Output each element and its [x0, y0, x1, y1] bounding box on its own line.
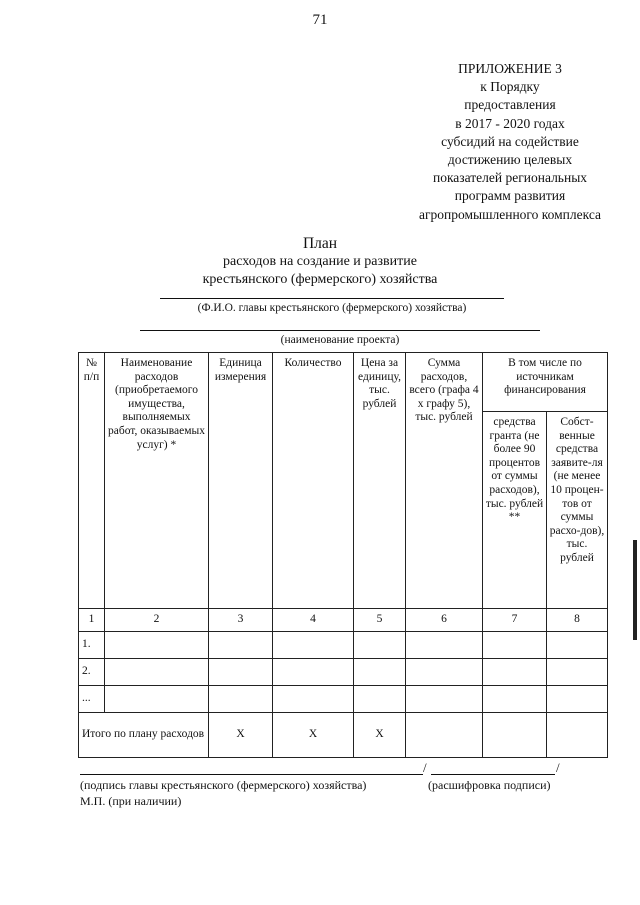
- table-cell: [273, 659, 354, 686]
- table-cell: [406, 686, 483, 713]
- table-cell: [483, 659, 547, 686]
- fio-underline: [160, 298, 504, 299]
- total-label: Итого по плану расходов: [79, 713, 209, 758]
- column-number: 3: [209, 609, 273, 632]
- decode-slash: /: [556, 760, 560, 775]
- table-cell: [209, 632, 273, 659]
- column-number: 7: [483, 609, 547, 632]
- row-number: 1.: [79, 632, 105, 659]
- table-cell: [209, 686, 273, 713]
- column-number: 6: [406, 609, 483, 632]
- appendix-line: предоставления: [464, 97, 556, 113]
- signature-slash: /: [423, 760, 427, 775]
- project-hint: (наименование проекта): [280, 334, 400, 346]
- appendix-line: программ развития: [454, 188, 566, 204]
- appendix-line: субсидий на содействие: [441, 133, 579, 149]
- appendix-line: в 2017 - 2020 годах: [455, 115, 565, 131]
- table-cell: [406, 659, 483, 686]
- appendix-line: к Порядку: [480, 79, 540, 95]
- table-header-row: [79, 353, 608, 412]
- decode-line: [431, 774, 555, 775]
- header-name: Наименование расходов (приобретаемого имущества, выполняемых работ, оказываемых услуг) *: [105, 353, 209, 609]
- appendix-header: [380, 60, 640, 224]
- row-number: 2.: [79, 659, 105, 686]
- table-cell: [547, 659, 608, 686]
- appendix-line: показателей региональных: [432, 170, 588, 186]
- project-underline: [140, 330, 540, 331]
- row-number: ...: [79, 686, 105, 713]
- table-cell: [105, 659, 209, 686]
- header-qty: Количество: [273, 353, 354, 609]
- title-line-2: расходов на создание и развитие: [223, 254, 417, 269]
- total-row: [79, 713, 608, 758]
- table-cell: [354, 659, 406, 686]
- column-number: 8: [547, 609, 608, 632]
- title-line-3: крестьянского (фермерского) хозяйства: [202, 272, 438, 287]
- header-own: Собст-венные средства заявите-ля (не менее 10 процен-тов от суммы расхо-дов), тыс. рублей: [547, 412, 608, 609]
- table-cell: [483, 713, 547, 758]
- signature-hint: (подпись главы крестьянского (фермерского) хозяйства): [80, 778, 367, 792]
- table-cell: [483, 632, 547, 659]
- appendix-line: достижению целевых: [447, 152, 573, 168]
- table-cell: [547, 686, 608, 713]
- table-cell: [406, 713, 483, 758]
- column-number: 1: [79, 609, 105, 632]
- table-cell: [547, 632, 608, 659]
- table-cell: [406, 632, 483, 659]
- table-cell: [354, 686, 406, 713]
- header-price: Цена за единицу, тыс. рублей: [354, 353, 406, 609]
- header-sources: В том числе по источникам финансирования: [483, 353, 608, 412]
- table-cell: [483, 686, 547, 713]
- table-cell: [273, 686, 354, 713]
- total-price-mark: Х: [354, 713, 406, 758]
- column-number: 4: [273, 609, 354, 632]
- expense-plan-table: [78, 352, 608, 758]
- column-number-row: [79, 609, 608, 632]
- table-cell: [547, 713, 608, 758]
- header-unit: Единица измерения: [209, 353, 273, 609]
- stamp-note: М.П. (при наличии): [80, 794, 182, 808]
- appendix-line: ПРИЛОЖЕНИЕ 3: [458, 61, 562, 76]
- total-unit-mark: Х: [209, 713, 273, 758]
- page-edge-mark: [633, 540, 637, 640]
- table-row: [79, 686, 608, 713]
- total-qty-mark: Х: [273, 713, 354, 758]
- table-cell: [273, 632, 354, 659]
- page-number: 71: [312, 12, 328, 28]
- signature-line: [80, 774, 423, 775]
- document-title: [0, 235, 640, 289]
- table-cell: [354, 632, 406, 659]
- header-sum: Сумма расходов, всего (графа 4 x графу 5), тыс. рублей: [406, 353, 483, 609]
- table-row: [79, 632, 608, 659]
- appendix-line: агропромышленного комплекса: [419, 206, 601, 222]
- header-num: № п/п: [79, 353, 105, 609]
- table-row: [79, 659, 608, 686]
- table-cell: [105, 686, 209, 713]
- table-cell: [105, 632, 209, 659]
- title-line-1: План: [302, 235, 338, 252]
- column-number: 2: [105, 609, 209, 632]
- column-number: 5: [354, 609, 406, 632]
- table-cell: [209, 659, 273, 686]
- header-grant: средства гранта (не более 90 процентов от суммы расходов), тыс. рублей **: [483, 412, 547, 609]
- fio-hint: (Ф.И.О. главы крестьянского (фермерского) хозяйства): [197, 302, 467, 314]
- decode-hint: (расшифровка подписи): [428, 778, 551, 792]
